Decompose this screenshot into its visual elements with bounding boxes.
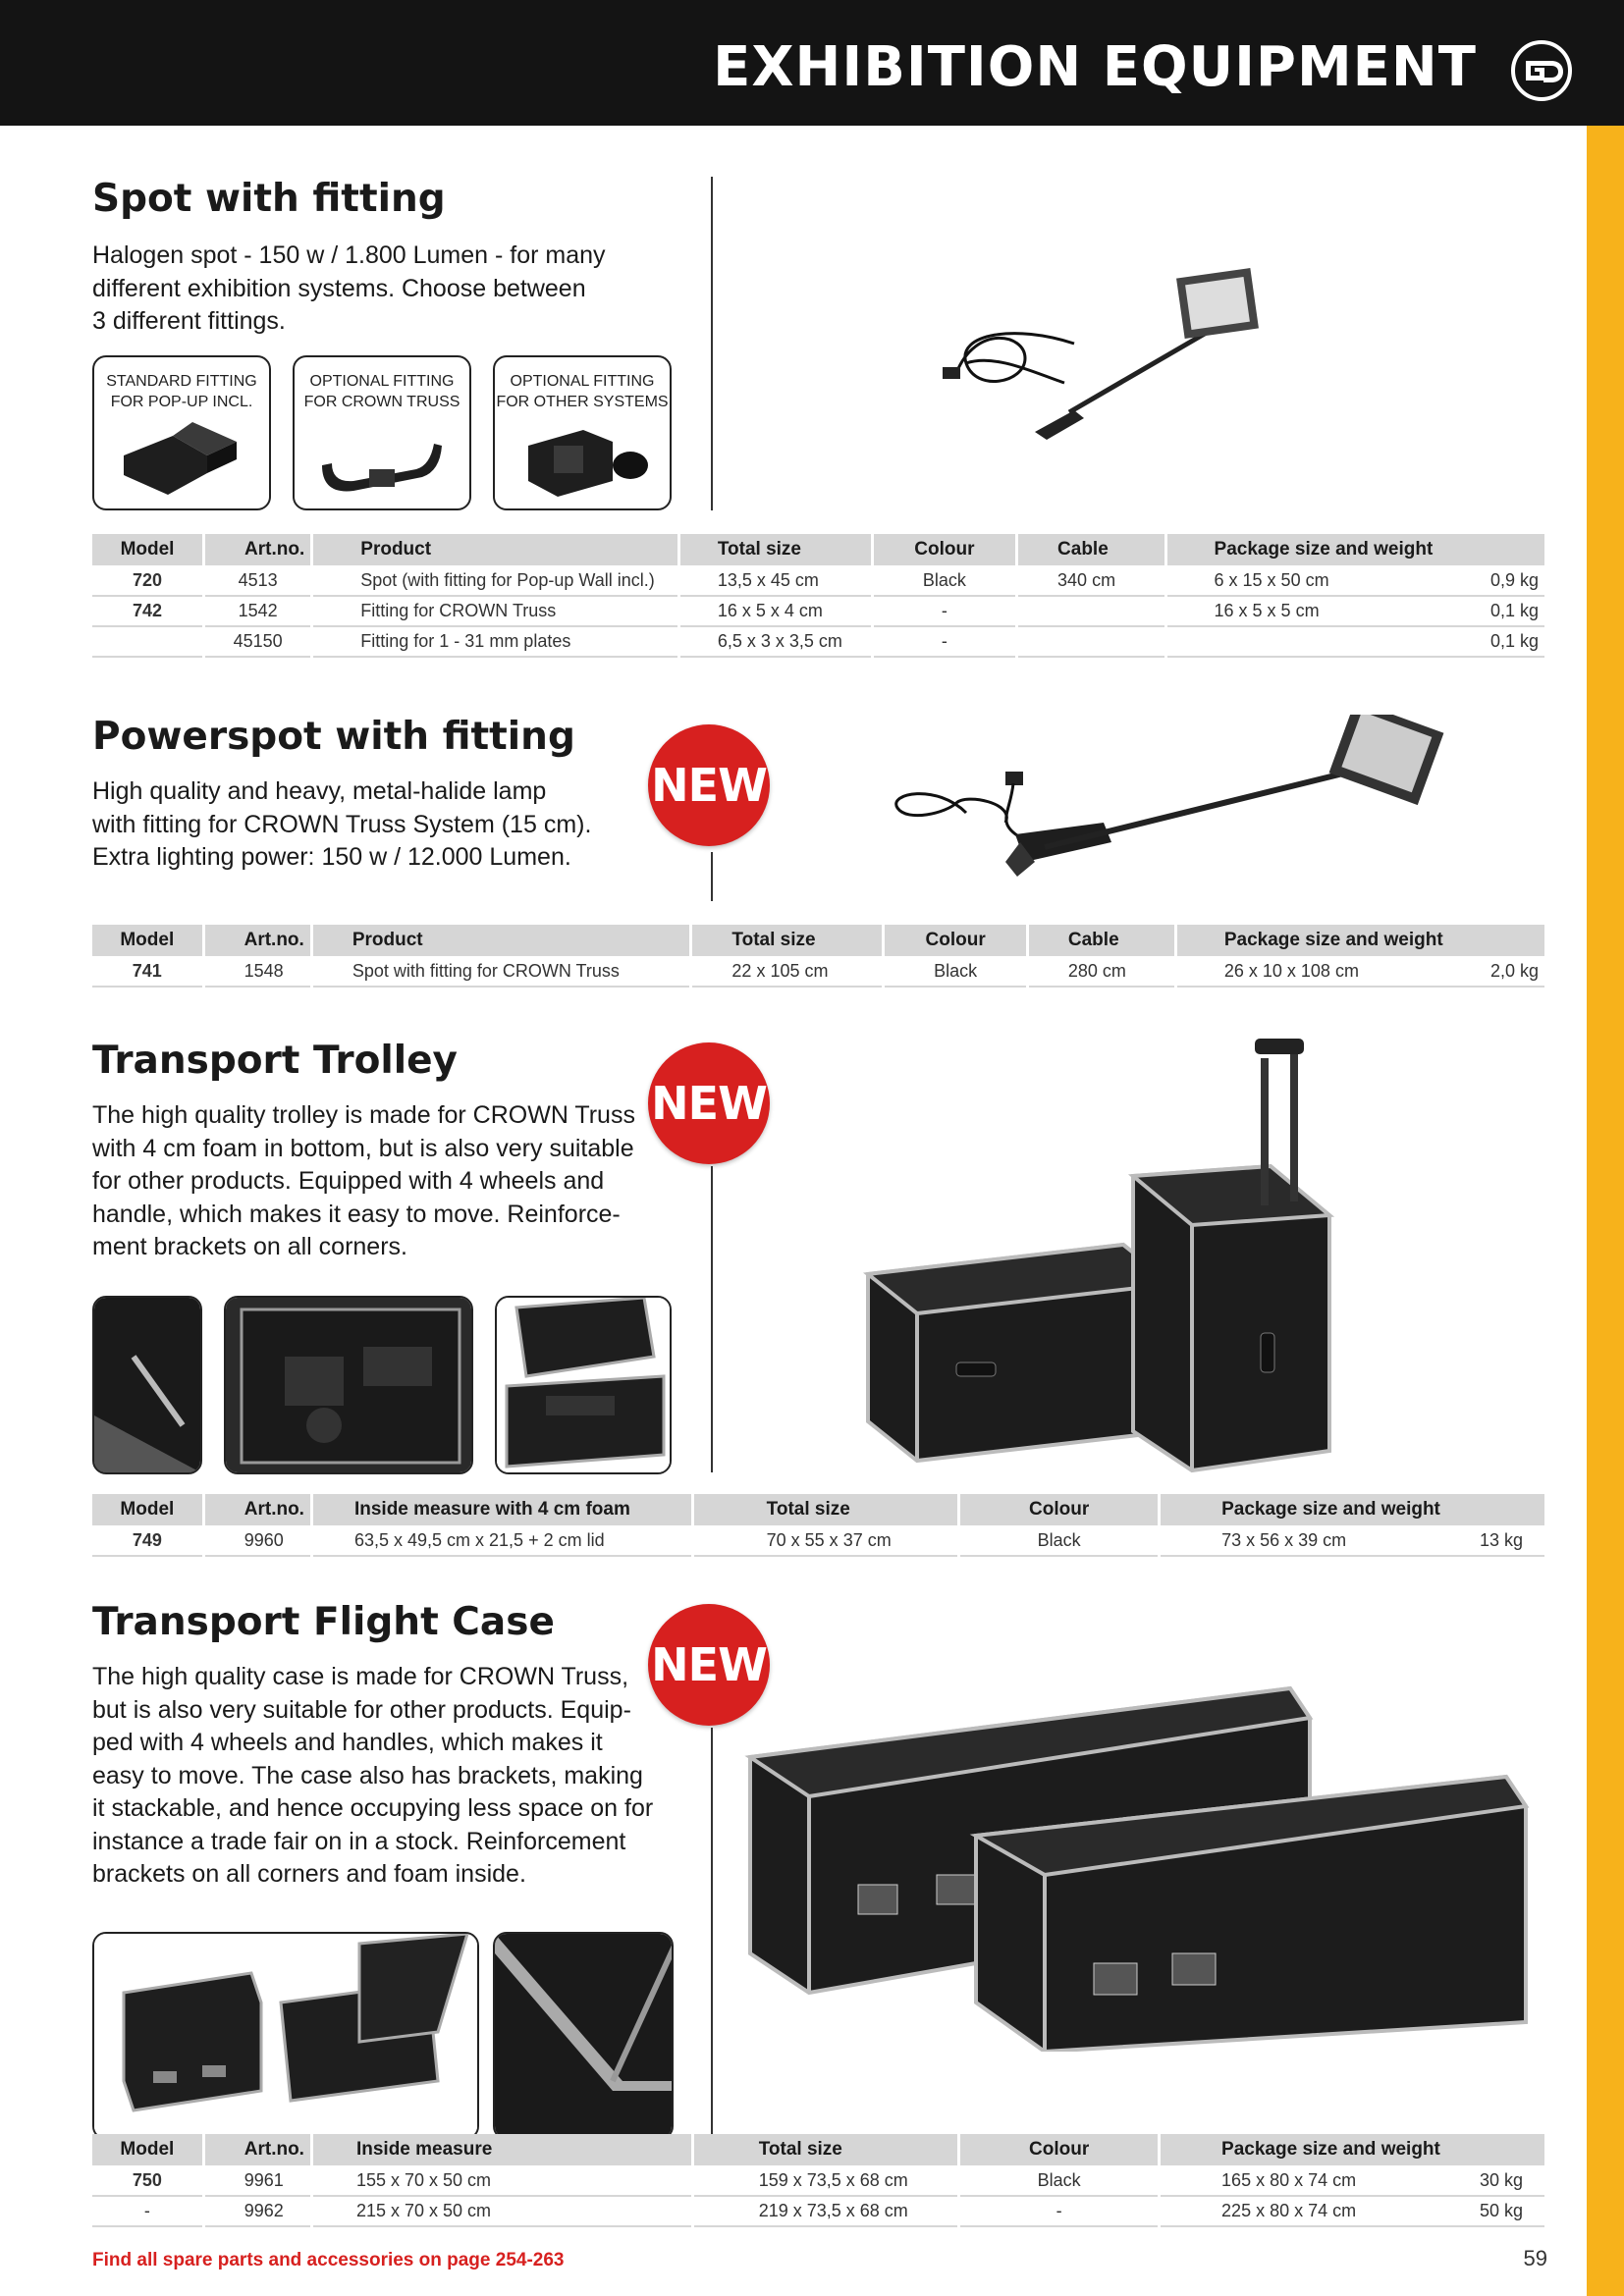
trolley-spec-table xyxy=(92,1494,1547,1557)
table-row: 750 9961 155 x 70 x 50 cm 159 x 73,5 x 68 cm Black 165 x 80 x 74 cm 30 kg xyxy=(92,2165,1546,2196)
fitting-crown-card: OPTIONAL FITTING FOR CROWN TRUSS xyxy=(293,355,471,510)
table-row: - 9962 215 x 70 x 50 cm 219 x 73,5 x 68 cm - 225 x 80 x 74 cm 50 kg xyxy=(92,2196,1546,2226)
table-header-row: Model Art.no. Product Total size Colour Cable Package size and weight xyxy=(92,534,1546,565)
fitting-other-card: OPTIONAL FITTING FOR OTHER SYSTEMS xyxy=(493,355,672,510)
trolley-cases-image xyxy=(829,1039,1506,1480)
powerspot-image xyxy=(848,715,1496,911)
flightcase-detail-thumb xyxy=(493,1932,674,2140)
page-number: 59 xyxy=(1523,2246,1547,2270)
section-title: Transport Trolley xyxy=(92,1039,458,1083)
new-badge: NEW xyxy=(648,1042,770,1164)
section-description: High quality and heavy, metal-halide lamp with fitting for CROWN Truss System (15 cm). Extra lighting power: 150 w / 12.000 Lumen. xyxy=(92,777,592,871)
divider xyxy=(711,1728,713,2140)
new-badge: NEW xyxy=(648,724,770,846)
flightcase-open-thumb xyxy=(92,1932,479,2140)
page-title: EXHIBITION EQUIPMENT xyxy=(713,35,1477,99)
section-description: Halogen spot - 150 w / 1.800 Lumen - for many different exhibition systems. Choose between 3 different fittings. xyxy=(92,241,606,335)
flightcase-image xyxy=(740,1659,1545,2052)
new-badge: NEW xyxy=(648,1604,770,1726)
table-row: 741 1548 Spot with fitting for CROWN Truss 22 x 105 cm Black 280 cm 26 x 10 x 108 cm 2,0 kg xyxy=(92,956,1546,987)
table-header-row: Model Art.no. Inside measure with 4 cm foam Total size Colour Package size and weight xyxy=(92,1494,1546,1525)
brand-logo-icon xyxy=(1510,39,1573,102)
table-row: 720 4513 Spot (with fitting for Pop-up Wall incl.) 13,5 x 45 cm Black 340 cm 6 x 15 x 50 cm 0,9 kg xyxy=(92,565,1546,596)
section-trolley xyxy=(92,1039,1547,1569)
trolley-foam-thumb xyxy=(224,1296,473,1474)
divider xyxy=(711,852,713,901)
table-row: 742 1542 Fitting for CROWN Truss 16 x 5 x 4 cm - 16 x 5 x 5 cm 0,1 kg xyxy=(92,596,1546,626)
trolley-open-thumb xyxy=(495,1296,672,1474)
clamp-fitting-icon xyxy=(514,416,654,503)
halogen-spot-image xyxy=(937,265,1271,442)
side-accent-bar xyxy=(1587,126,1624,2296)
table-row: 749 9960 63,5 x 49,5 cm x 21,5 + 2 cm lid 70 x 55 x 37 cm Black 73 x 56 x 39 cm 13 kg xyxy=(92,1525,1546,1556)
divider xyxy=(711,177,713,510)
powerspot-spec-table xyxy=(92,925,1547,988)
crown-fitting-icon xyxy=(314,416,454,503)
divider xyxy=(711,1166,713,1472)
section-title: Spot with fitting xyxy=(92,177,446,221)
section-flightcase xyxy=(92,1600,1547,2228)
section-description: The high quality trolley is made for CROWN Truss with 4 cm foam in bottom, but is also very suitable for other products. Equipped with 4 wheels and handle, which makes it easy to move. Reinforce- ment brackets on all corners. xyxy=(92,1101,635,1260)
table-header-row: Model Art.no. Inside measure Total size Colour Package size and weight xyxy=(92,2134,1546,2165)
fitting-standard-card: STANDARD FITTING FOR POP-UP INCL. xyxy=(92,355,271,510)
section-powerspot xyxy=(92,715,1547,999)
table-row: 45150 Fitting for 1 - 31 mm plates 6,5 x 3 x 3,5 cm - 0,1 kg xyxy=(92,626,1546,657)
table-header-row: Model Art.no. Product Total size Colour Cable Package size and weight xyxy=(92,925,1546,956)
section-description: The high quality case is made for CROWN Truss, but is also very suitable for other products. Equip- ped with 4 wheels and handles, which makes it easy to move. The case also has brackets, making it stackable, and hence occupying less space on for instance a trade fair on in a stock. Reinforcement brackets on all corners and foam inside. xyxy=(92,1663,654,1888)
section-spot xyxy=(92,177,1547,667)
header-bar xyxy=(0,0,1624,126)
spare-parts-link[interactable]: Find all spare parts and accessories on page 254-263 xyxy=(92,2250,565,2270)
pop-up-fitting-icon xyxy=(114,416,253,503)
section-title: Transport Flight Case xyxy=(92,1600,555,1644)
trolley-detail-thumb xyxy=(92,1296,202,1474)
flightcase-spec-table xyxy=(92,2134,1547,2227)
spot-spec-table xyxy=(92,534,1547,658)
section-title: Powerspot with fitting xyxy=(92,715,575,759)
